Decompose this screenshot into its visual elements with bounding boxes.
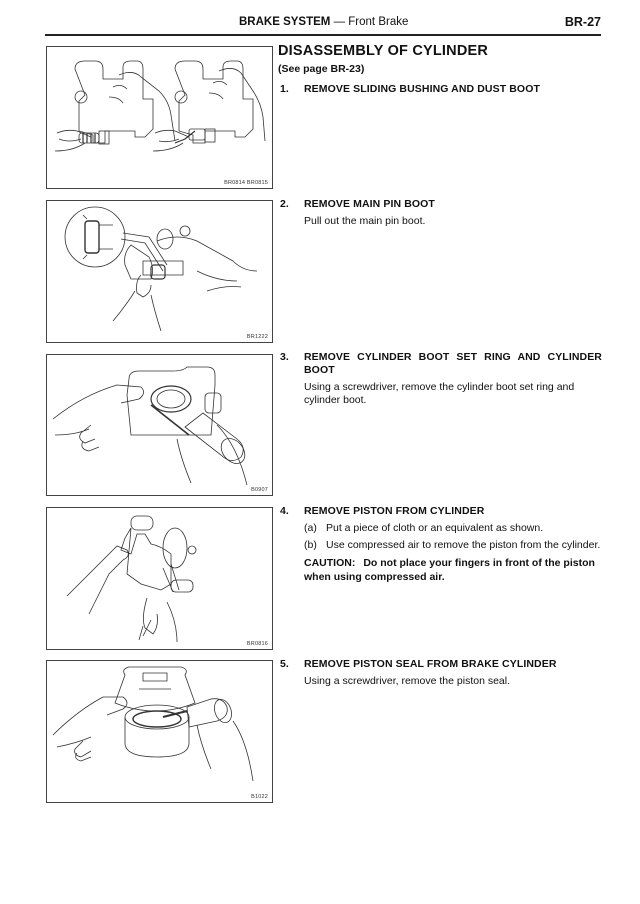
step-heading: REMOVE PISTON SEAL FROM BRAKE CYLINDER [304, 658, 557, 670]
step-number: 3. [280, 351, 289, 363]
figure-main-pin-boot [46, 200, 273, 343]
substep-label: (a) [304, 522, 317, 534]
substep-list [304, 522, 602, 552]
figure-piston-seal [46, 660, 273, 803]
page-header [45, 14, 601, 36]
figure-cylinder-boot [46, 354, 273, 496]
step-heading: REMOVE SLIDING BUSHING AND DUST BOOT [304, 83, 540, 95]
figure-code: BR1222 [246, 334, 268, 340]
page-number: BR-27 [564, 15, 601, 29]
step-number: 2. [280, 198, 289, 210]
caution-text: Do not place your fingers in front of the piston when using compressed air. [304, 557, 595, 583]
step-heading: REMOVE CYLINDER BOOT SET RING AND CYLINDER BOOT [304, 351, 602, 376]
step-body: Pull out the main pin boot. [304, 215, 426, 227]
piston-seal-illustration-icon [47, 661, 272, 802]
step-heading: REMOVE PISTON FROM CYLINDER [304, 505, 485, 517]
main-pin-boot-illustration-icon [47, 201, 272, 342]
piston-removal-illustration-icon [47, 508, 272, 649]
substep-a [304, 522, 602, 535]
header-section [239, 16, 408, 28]
substep-text: Put a piece of cloth or an equivalent as shown. [326, 522, 544, 534]
step-heading: REMOVE MAIN PIN BOOT [304, 198, 435, 210]
figure-sliding-bushing [46, 46, 273, 189]
header-separator: — [333, 16, 346, 28]
caution-note [304, 556, 602, 584]
step-body: Using a screwdriver, remove the cylinder boot set ring and cylinder boot. [304, 381, 575, 406]
figure-piston-removal [46, 507, 273, 650]
step-2 [278, 198, 602, 228]
section-title: DISASSEMBLY OF CYLINDER [278, 43, 489, 59]
step-3 [278, 351, 602, 407]
step-1 [278, 83, 602, 96]
section-reference: (See page BR-23) [278, 63, 365, 75]
cylinder-boot-illustration-icon [47, 355, 272, 495]
figure-code: B1022 [251, 794, 268, 800]
step-4 [278, 505, 602, 584]
step-number: 5. [280, 658, 289, 670]
figure-code: BR0814 BR0815 [224, 180, 268, 186]
step-number: 4. [280, 505, 289, 517]
figure-code: B0907 [251, 487, 268, 493]
substep-label: (b) [304, 539, 317, 551]
substep-text: Use compressed air to remove the piston from the cylinder. [326, 539, 601, 551]
substep-b [304, 539, 602, 552]
header-section-name: BRAKE SYSTEM [239, 16, 331, 28]
header-subsection: Front Brake [348, 16, 409, 28]
step-5 [278, 658, 602, 688]
step-number: 1. [280, 83, 289, 95]
step-body: Using a screwdriver, remove the piston seal. [304, 675, 511, 687]
figure-code: BR0816 [246, 641, 268, 647]
caliper-illustration-icon [47, 47, 272, 188]
caution-label: CAUTION: [304, 557, 356, 569]
